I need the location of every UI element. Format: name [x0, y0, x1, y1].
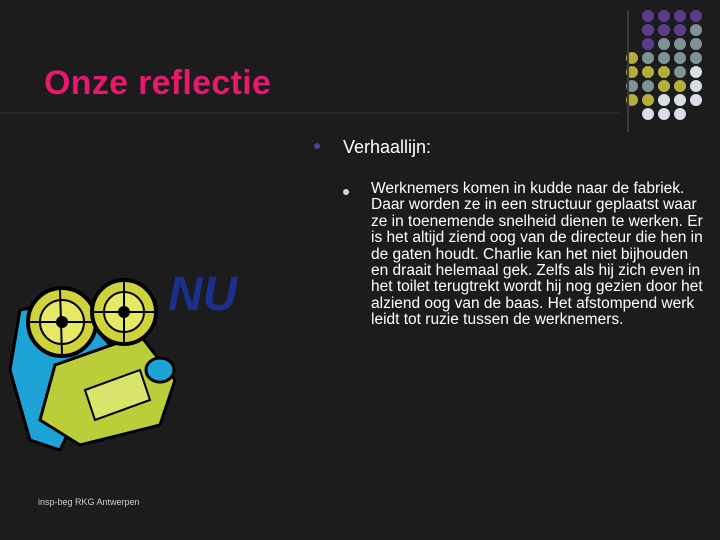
film-camera-clipart	[0, 250, 310, 460]
decorative-dot	[690, 80, 702, 92]
decorative-dot	[642, 80, 654, 92]
decorative-dot	[642, 66, 654, 78]
clipart-nu-text: NU	[168, 268, 238, 321]
decorative-dot	[642, 94, 654, 106]
bullet-heading: Verhaallijn:	[343, 137, 432, 157]
decorative-dot	[674, 94, 686, 106]
decorative-dot	[642, 108, 654, 120]
decorative-dot	[674, 66, 686, 78]
decorative-dot	[690, 24, 702, 36]
vertical-divider	[627, 10, 629, 132]
decorative-dot	[658, 38, 670, 50]
sub-bullet-dot	[343, 189, 349, 195]
slide-title: Onze reflectie	[44, 64, 272, 102]
decorative-dot	[690, 94, 702, 106]
decorative-dot	[658, 10, 670, 22]
decorative-dot	[658, 80, 670, 92]
decorative-dot	[690, 52, 702, 64]
decorative-dot	[658, 52, 670, 64]
decorative-dot	[674, 80, 686, 92]
decorative-dot	[674, 108, 686, 120]
bullet-body-text: Werknemers komen in kudde naar de fabriek. Daar worden ze in een structuur geplaatst waar ze in toenemende snelheid dienen te werken. Er is het altijd ziend oog van de directeur die hen in de gaten houdt. Charlie kan het niet bijhouden en draait helemaal gek. Zelfs als hij zich even in het toilet terugtrekt wordt hij nog gezien door het alziend oog van de baas. Het afstompend werk leidt tot ruzie tussen de werknemers.	[371, 180, 703, 329]
decorative-dot	[642, 10, 654, 22]
decorative-dot	[690, 38, 702, 50]
decorative-dot	[642, 38, 654, 50]
decorative-dot	[658, 24, 670, 36]
decorative-dot	[642, 24, 654, 36]
decorative-dot	[658, 108, 670, 120]
decorative-dot	[674, 24, 686, 36]
decorative-dot	[690, 66, 702, 78]
footer-text: insp-beg RKG Antwerpen	[38, 497, 140, 507]
bullet-dot	[314, 143, 320, 149]
decorative-dot	[674, 10, 686, 22]
decorative-dot	[674, 38, 686, 50]
decorative-dot	[658, 94, 670, 106]
decorative-dot	[690, 10, 702, 22]
decorative-dot	[658, 66, 670, 78]
decorative-dot	[642, 52, 654, 64]
decorative-dot	[674, 52, 686, 64]
title-divider	[0, 112, 620, 114]
